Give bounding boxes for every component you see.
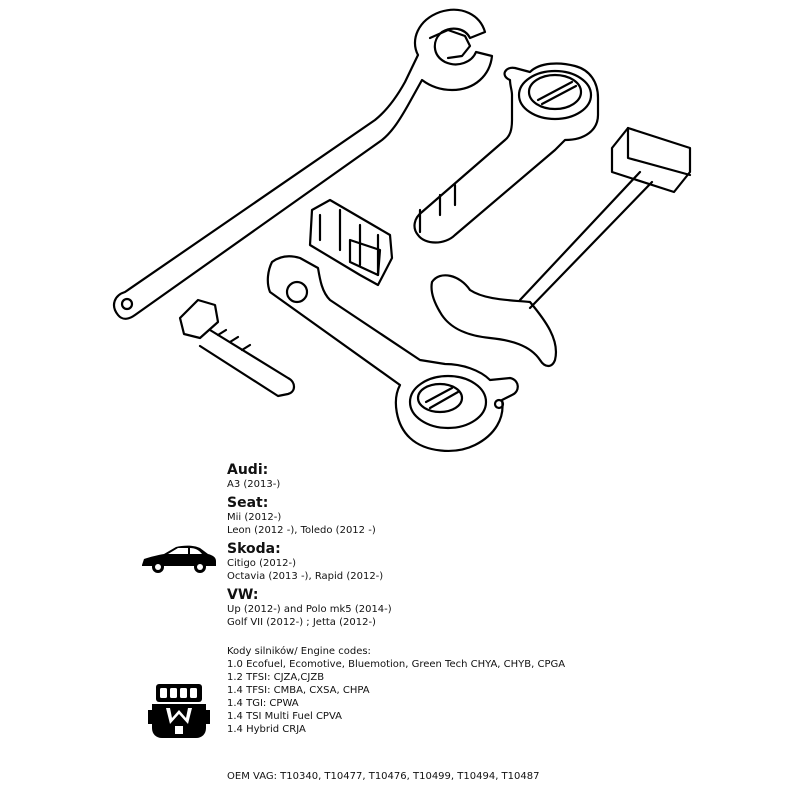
camshaft-locking-tool [415, 64, 598, 243]
engine-code-line: 1.4 Hybrid CRJA [227, 724, 306, 735]
engine-code-line: 1.2 TFSI: CJZA,CJZB [227, 672, 325, 683]
model-line: Mii (2012-) [227, 512, 282, 523]
locking-pin [180, 300, 294, 396]
engine-codes-section [227, 645, 565, 736]
engine-codes-heading: Kody silników/ Engine codes: [227, 646, 371, 657]
brand-audi: Audi: [227, 462, 269, 478]
makes-section [227, 462, 392, 629]
engine-code-line: 1.4 TGI: CPWA [227, 698, 299, 709]
brand-seat: Seat: [227, 495, 269, 511]
brand-skoda: Skoda: [227, 541, 281, 557]
holding-wrench [114, 10, 492, 319]
bracket-tool [310, 200, 392, 285]
car-icon [140, 543, 218, 575]
engine-code-line: 1.0 Ecofuel, Ecomotive, Bluemotion, Green Tech CHYA, CHYB, CPGA [227, 659, 566, 670]
oem-reference: OEM VAG: T10340, T10477, T10476, T10499, T10494, T10487 [227, 771, 540, 782]
crankshaft-locking-tool [268, 256, 518, 451]
model-line: A3 (2013-) [227, 479, 281, 490]
model-line: Leon (2012 -), Toledo (2012 -) [227, 525, 376, 536]
model-line: Octavia (2013 -), Rapid (2012-) [227, 571, 384, 582]
brand-vw: VW: [227, 587, 259, 603]
engine-code-line: 1.4 TSI Multi Fuel CPVA [227, 711, 342, 722]
engine-code-line: 1.4 TFSI: CMBA, CXSA, CHPA [227, 685, 370, 696]
model-line: Citigo (2012-) [227, 558, 296, 569]
t-handle-puller [431, 128, 690, 366]
engine-icon [148, 680, 210, 740]
model-line: Golf VII (2012-) ; Jetta (2012-) [227, 617, 376, 628]
model-line: Up (2012-) and Polo mk5 (2014-) [227, 604, 392, 615]
